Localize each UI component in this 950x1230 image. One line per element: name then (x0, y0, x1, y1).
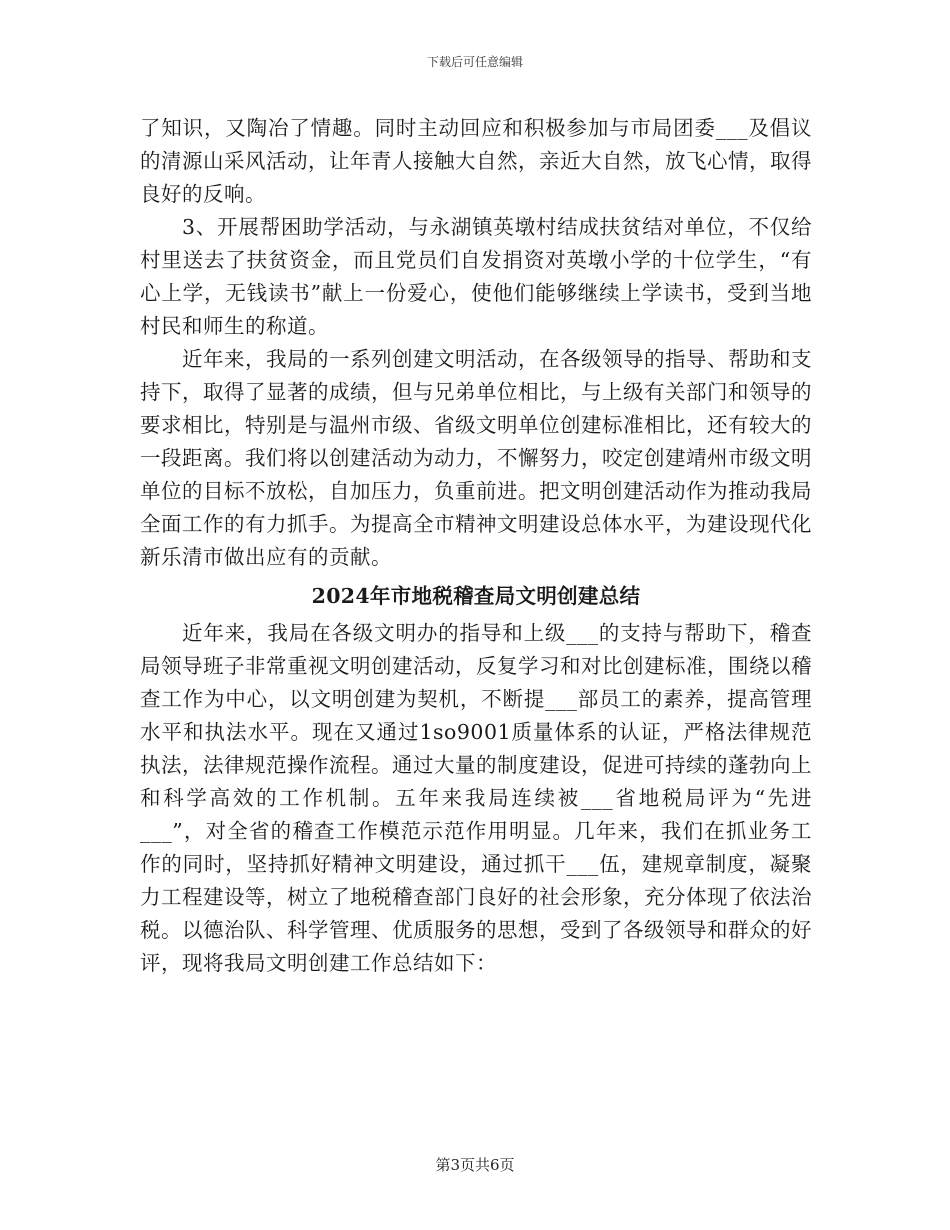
paragraph-summary-intro: 近年来，我局在各级文明办的指导和上级___的支持与帮助下，稽查局领导班子非常重视文明创建活动，反复学习和对比创建标准，围绕以稽查工作为中心，以文明创建为契机，不断提___部员工的素养，提高管理水平和执法水平。现在又通过1so9001质量体系的认证，严格法律规范执法，法律规范操作流程。通过大量的制度建设，促进可持续的蓬勃向上和科学高效的工作机制。五年来我局连续被___省地税局评为“先进___”，对全省的稽查工作模范示范作用明显。几年来，我们在抓业务工作的同时，坚持抓好精神文明建设，通过抓干___伍，建规章制度，凝聚力工程建设等，树立了地税稽查部门良好的社会形象，充分体现了依法治税。以德治队、科学管理、优质服务的思想，受到了各级领导和群众的好评，现将我局文明创建工作总结如下： (140, 621, 812, 975)
page-number: 第3页共6页 (435, 1156, 515, 1174)
document-body (140, 112, 812, 980)
paragraph-recent-years: 近年来，我局的一系列创建文明活动，在各级领导的指导、帮助和支持下，取得了显著的成绩，但与兄弟单位相比，与上级有关部门和领导的要求相比，特别是与温州市级、省级文明单位创建标准相比，还有较大的一段距离。我们将以创建活动为动力，不懈努力，咬定创建靖州市级文明单位的目标不放松，自加压力，负重前进。把文明创建活动作为推动我局全面工作的有力抓手。为提高全市精神文明建设总体水平，为建设现代化新乐清市做出应有的贡献。 (140, 347, 812, 569)
paragraph-continuation: 了知识，又陶冶了情趣。同时主动回应和积极参加与市局团委___及倡议的清源山采风活动，让年青人接触大自然，亲近大自然，放飞心情，取得良好的反响。 (140, 116, 812, 206)
section-heading: 2024年市地税稽查局文明创建总结 (311, 584, 641, 608)
paragraph-poverty-aid: 3、开展帮困助学活动，与永湖镇英墩村结成扶贫结对单位，不仅给村里送去了扶贫资金，而且党员们自发捐资对英墩小学的十位学生，“有心上学，无钱读书”献上一份爱心，使他们能够继续上学读书，受到当地村民和师生的称道。 (140, 215, 812, 338)
page-header: 下载后可任意编辑 (426, 55, 523, 69)
